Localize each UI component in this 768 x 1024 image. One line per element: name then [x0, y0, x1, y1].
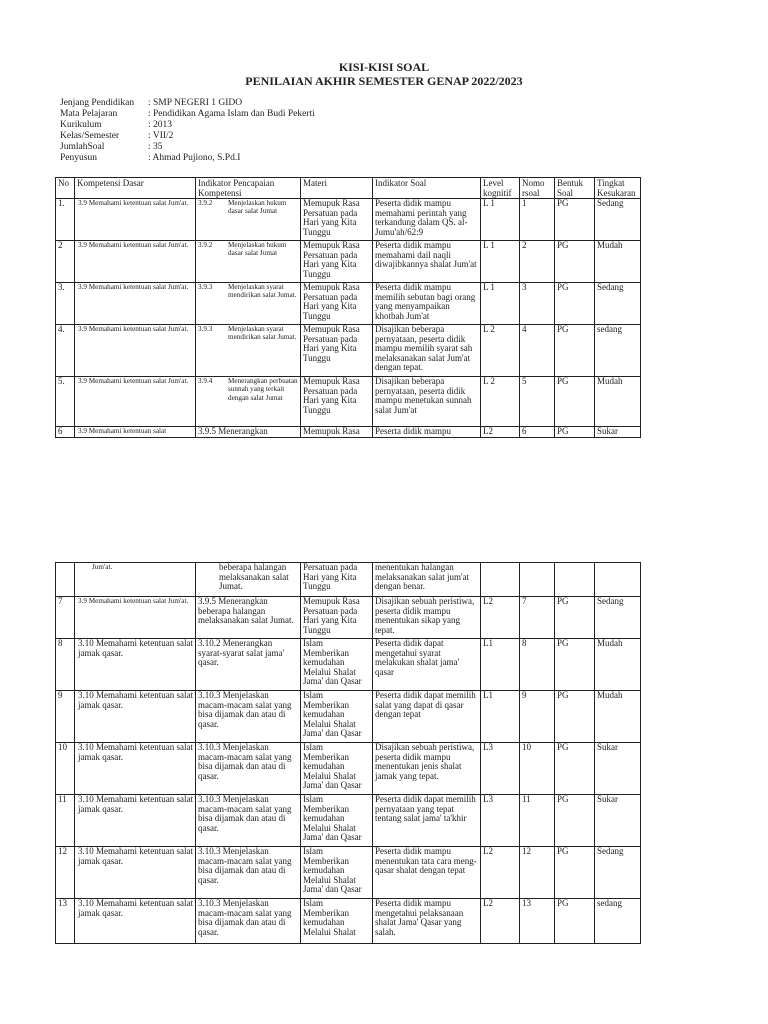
kd-text: Memahami ketentuan salat Jum'at.	[88, 325, 189, 333]
cell-materi: Memupuk Rasa Persatuan pada Hari yang Kita Tunggu	[301, 241, 373, 283]
cell-kd	[75, 691, 196, 743]
kd-number: 3.10	[78, 638, 94, 648]
cell-no: 5.	[56, 377, 75, 427]
cell-bentuk: PG	[555, 377, 595, 427]
meta-value: : 35	[148, 142, 163, 152]
document-meta	[60, 98, 315, 164]
ipk-number: 3.10.3	[198, 690, 221, 700]
meta-row	[60, 120, 315, 131]
ipk-number: 3.9.3	[198, 283, 213, 291]
ipk-number: 3.10.3	[198, 898, 221, 908]
ipk-text: Menjelaskan macam-macam salat yang bisa dijamak dan atau di qasar.	[198, 898, 292, 937]
ipk-number: 3.9.5	[198, 426, 216, 436]
table-row	[56, 597, 641, 639]
kd-number: 3.9	[78, 199, 87, 207]
table-row	[56, 427, 641, 438]
meta-label: Penyusun	[60, 153, 97, 163]
cell-indikator: Disajikan beberapa pernyataan, peserta didik mampu memilih syarat sah melaksanakan salat Jum'at dengan tepat.	[373, 325, 481, 377]
cell-materi: Memupuk Rasa	[301, 427, 373, 438]
table-row	[56, 691, 641, 743]
kd-text: Memahami ketentuan salat jamak qasar.	[78, 846, 193, 866]
cell-bentuk	[555, 563, 595, 597]
cell-bentuk: PG	[555, 199, 595, 241]
table-row	[56, 899, 641, 944]
cell-materi: Memupuk Rasa Persatuan pada Hari yang Kita Tunggu	[301, 377, 373, 427]
cell-tingkat	[595, 563, 641, 597]
kd-text: Memahami ketentuan salat jamak qasar.	[78, 898, 193, 918]
cell-kd	[75, 283, 196, 325]
kd-text: Memahami ketentuan salat Jum'at.	[88, 241, 189, 249]
document-subtitle: PENILAIAN AKHIR SEMESTER GENAP 2022/2023	[245, 74, 523, 88]
cell-tingkat: sedang	[595, 325, 641, 377]
ipk-number: 3.10.3	[198, 742, 221, 752]
cell-level: L1	[481, 691, 520, 743]
cell-nomor: 12	[520, 847, 555, 899]
cell-level: L2	[481, 427, 520, 438]
cell-indikator: Peserta didik mampu memilih sebutan bagi orang yang menyampaikan khotbah Jum'at	[373, 283, 481, 325]
kd-number: 3.9	[78, 377, 87, 385]
cell-tingkat: Mudah	[595, 241, 641, 283]
col-header-kd: Kompetensi Dasar	[75, 178, 196, 199]
cell-indikator: Peserta didik mampu memahami perintah yang terkandung dalam QS. al-Jumu'ah/62:9	[373, 199, 481, 241]
cell-nomor	[520, 563, 555, 597]
cell-indikator: Peserta didik dapat mengetahui syarat melakukan shalat jama' qasar	[373, 639, 481, 691]
kd-text: Memahami ketentuan salat jamak qasar.	[78, 690, 193, 710]
table-row-continued	[56, 563, 641, 597]
kd-text: Jum'at.	[92, 563, 113, 571]
cell-no: 10	[56, 743, 75, 795]
cell-kd	[75, 563, 196, 597]
cell-bentuk: PG	[555, 639, 595, 691]
kd-number: 3.10	[78, 898, 94, 908]
meta-value: : Ahmad Pujiono, S.Pd.I	[148, 153, 241, 163]
table-row	[56, 325, 641, 377]
kd-text: Memahami ketentuan salat jamak qasar.	[78, 638, 193, 658]
kd-text: Memahami ketentuan salat Jum'at.	[88, 597, 189, 605]
kd-number: 3.10	[78, 690, 94, 700]
cell-nomor: 8	[520, 639, 555, 691]
cell-materi: Islam Memberikan kemudahan Melalui Shalat Jama' dan Qasar	[301, 743, 373, 795]
ipk-text: Menjelaskan macam-macam salat yang bisa dijamak dan atau di qasar.	[198, 742, 292, 781]
cell-indikator: menentukan halangan melaksanakan salat jum'at dengan benar.	[373, 563, 481, 597]
ipk-text: Menerangkan	[218, 426, 268, 436]
cell-ipk	[196, 847, 301, 899]
cell-materi: Memupuk Rasa Persatuan pada Hari yang Kita Tunggu	[301, 597, 373, 639]
table-row	[56, 199, 641, 241]
ipk-text: beberapa halangan melaksanakan salat Jumat.	[219, 562, 289, 592]
cell-materi: Memupuk Rasa Persatuan pada Hari yang Kita Tunggu	[301, 325, 373, 377]
meta-value: : Pendidikan Agama Islam dan Budi Pekerti	[148, 109, 315, 119]
cell-nomor: 13	[520, 899, 555, 944]
ipk-text: Menjelaskan macam-macam salat yang bisa dijamak dan atau di qasar.	[198, 690, 292, 729]
cell-tingkat: Mudah	[595, 691, 641, 743]
cell-bentuk: PG	[555, 847, 595, 899]
cell-nomor: 11	[520, 795, 555, 847]
cell-level: L1	[481, 639, 520, 691]
cell-kd	[75, 427, 196, 438]
cell-kd	[75, 743, 196, 795]
cell-bentuk: PG	[555, 597, 595, 639]
ipk-text: Menjelaskan hukum dasar salat Jumat	[228, 199, 287, 216]
table-body	[56, 563, 641, 944]
col-header-indikator: Indikator Soal	[373, 178, 481, 199]
cell-bentuk: PG	[555, 241, 595, 283]
ipk-number: 3.9.4	[198, 377, 213, 385]
kd-number: 3.10	[78, 794, 94, 804]
cell-tingkat: Sukar	[595, 795, 641, 847]
table-body	[56, 199, 641, 438]
cell-ipk	[196, 899, 301, 944]
cell-indikator: Disajikan sebuah peristiwa, peserta didik mampu menentukan jenis shalat jamak yang tepat.	[373, 743, 481, 795]
col-header-materi: Materi	[301, 178, 373, 199]
meta-label: Mata Pelajaran	[60, 109, 118, 119]
cell-nomor: 6	[520, 427, 555, 438]
table-header-row	[56, 178, 641, 199]
cell-ipk	[196, 743, 301, 795]
cell-no: 9	[56, 691, 75, 743]
cell-level: L3	[481, 743, 520, 795]
kd-number: 3.9	[78, 283, 87, 291]
col-header-bentuk: Bentuk Soal	[555, 178, 595, 199]
meta-value: : SMP NEGERI 1 GIDO	[148, 98, 243, 108]
cell-indikator: Peserta didik mampu	[373, 427, 481, 438]
cell-ipk	[196, 597, 301, 639]
cell-no: 11	[56, 795, 75, 847]
cell-bentuk: PG	[555, 325, 595, 377]
cell-ipk	[196, 639, 301, 691]
cell-indikator: Disajikan beberapa pernyataan, peserta didik mampu menetukan sunnah salat Jum'at	[373, 377, 481, 427]
cell-bentuk: PG	[555, 899, 595, 944]
col-header-level: Level kognitif	[481, 178, 520, 199]
cell-level: L 1	[481, 199, 520, 241]
kd-text: Memahami ketentuan salat jamak qasar.	[78, 742, 193, 762]
cell-tingkat: Sedang	[595, 199, 641, 241]
ipk-text: Menjelaskan syarat mendirikan salat Jumat.	[228, 325, 297, 342]
kd-number: 3.9	[78, 241, 87, 249]
cell-nomor: 10	[520, 743, 555, 795]
cell-indikator: Peserta didik dapat memilih salat yang dapat di qasar dengan tepat	[373, 691, 481, 743]
cell-ipk	[196, 795, 301, 847]
cell-materi: Persatuan pada Hari yang Kita Tunggu	[301, 563, 373, 597]
kd-text: Memahami ketentuan salat Jum'at.	[88, 199, 189, 207]
cell-nomor: 9	[520, 691, 555, 743]
kd-number: 3.10	[78, 742, 94, 752]
cell-kd	[75, 597, 196, 639]
cell-no: 3.	[56, 283, 75, 325]
cell-level: L 2	[481, 377, 520, 427]
table-row	[56, 283, 641, 325]
ipk-number: 3.10.2	[198, 638, 221, 648]
kd-number: 3.9	[78, 597, 87, 605]
meta-value: : VII/2	[148, 131, 174, 141]
table-row	[56, 847, 641, 899]
cell-level: L 1	[481, 283, 520, 325]
kisi-table-page-2	[55, 562, 641, 944]
cell-no: 4.	[56, 325, 75, 377]
cell-ipk	[196, 325, 301, 377]
cell-bentuk: PG	[555, 691, 595, 743]
meta-row	[60, 98, 315, 109]
ipk-text: Menjelaskan macam-macam salat yang bisa dijamak dan atau di qasar.	[198, 794, 292, 833]
cell-level: L 1	[481, 241, 520, 283]
ipk-number: 3.10.3	[198, 794, 221, 804]
cell-level: L2	[481, 899, 520, 944]
table-row	[56, 639, 641, 691]
cell-indikator: Peserta didik mampu memahami dail naqli diwajibkannya shalat Jum'at	[373, 241, 481, 283]
cell-materi: Islam Memberikan kemudahan Melalui Shalat Jama' dan Qasar	[301, 691, 373, 743]
meta-row	[60, 109, 315, 120]
cell-nomor: 5	[520, 377, 555, 427]
meta-label: Kelas/Semester	[60, 131, 120, 141]
meta-label: Kurikulum	[60, 120, 102, 130]
cell-no	[56, 563, 75, 597]
cell-bentuk: PG	[555, 283, 595, 325]
ipk-number: 3.9.2	[198, 199, 213, 207]
cell-bentuk: PG	[555, 795, 595, 847]
ipk-text: Menjelaskan hukum dasar salat Jumat	[228, 241, 287, 258]
kisi-table-page-1	[55, 177, 641, 438]
cell-materi: Memupuk Rasa Persatuan pada Hari yang Kita Tunggu	[301, 199, 373, 241]
cell-level: L2	[481, 597, 520, 639]
kd-text: Memahami ketentuan salat	[88, 427, 167, 435]
cell-tingkat: Sedang	[595, 597, 641, 639]
cell-nomor: 1	[520, 199, 555, 241]
ipk-number: 3.9.5	[198, 596, 216, 606]
cell-tingkat: Mudah	[595, 639, 641, 691]
cell-tingkat: Sedang	[595, 283, 641, 325]
cell-nomor: 2	[520, 241, 555, 283]
cell-materi: Islam Memberikan kemudahan Melalui Shalat	[301, 899, 373, 944]
cell-no: 2	[56, 241, 75, 283]
cell-tingkat: Mudah	[595, 377, 641, 427]
cell-no: 1.	[56, 199, 75, 241]
cell-no: 6	[56, 427, 75, 438]
cell-kd	[75, 899, 196, 944]
cell-materi: Islam Memberikan kemudahan Melalui Shalat Jama' dan Qasar	[301, 847, 373, 899]
cell-ipk	[196, 241, 301, 283]
table-row	[56, 795, 641, 847]
cell-ipk	[196, 427, 301, 438]
cell-kd	[75, 325, 196, 377]
meta-row	[60, 131, 315, 142]
cell-indikator: Peserta didik mampu menentukan tata cara meng-qasar shalat dengan tepat	[373, 847, 481, 899]
cell-indikator: Disajikan sebuah peristiwa, peserta didik mampu menentukan sikap yang tepat.	[373, 597, 481, 639]
cell-nomor: 3	[520, 283, 555, 325]
meta-row	[60, 153, 315, 164]
ipk-text: Menjelaskan syarat mendirikan salat Jumat.	[228, 283, 297, 300]
kd-text: Memahami ketentuan salat jamak qasar.	[78, 794, 193, 814]
table-row	[56, 743, 641, 795]
table-row	[56, 377, 641, 427]
cell-level: L2	[481, 847, 520, 899]
kd-text: Memahami ketentuan salat Jum'at.	[88, 377, 189, 385]
cell-materi: Islam Memberikan kemudahan Melalui Shalat Jama' dan Qasar	[301, 795, 373, 847]
cell-no: 13	[56, 899, 75, 944]
cell-materi: Memupuk Rasa Persatuan pada Hari yang Kita Tunggu	[301, 283, 373, 325]
cell-kd	[75, 795, 196, 847]
col-header-nomor: Nomo rsoal	[520, 178, 555, 199]
cell-tingkat: Sukar	[595, 427, 641, 438]
meta-label: Jenjang Pendidikan	[60, 98, 135, 108]
meta-value: : 2013	[148, 120, 173, 130]
cell-tingkat: sedang	[595, 899, 641, 944]
cell-tingkat: Sukar	[595, 743, 641, 795]
document-title: KISI-KISI SOAL	[338, 60, 430, 74]
table-row	[56, 241, 641, 283]
cell-level	[481, 563, 520, 597]
ipk-text: Menerangkan syarat-syarat salat jama' qasar.	[198, 638, 285, 668]
kd-number: 3.10	[78, 846, 94, 856]
cell-bentuk: PG	[555, 427, 595, 438]
cell-ipk	[196, 691, 301, 743]
ipk-text: Menjelaskan macam-macam salat yang bisa dijamak dan atau di qasar.	[198, 846, 292, 885]
cell-kd	[75, 199, 196, 241]
col-header-ipk: Indikator Pencapaian Kompetensi	[196, 178, 301, 199]
kd-number: 3.9	[78, 427, 87, 435]
cell-level: L3	[481, 795, 520, 847]
meta-label: JumlahSoal	[60, 142, 105, 152]
kd-text: Memahami ketentuan salat Jum'at.	[88, 283, 189, 291]
cell-kd	[75, 639, 196, 691]
cell-tingkat: Sedang	[595, 847, 641, 899]
meta-row	[60, 142, 315, 153]
cell-nomor: 7	[520, 597, 555, 639]
ipk-number: 3.9.2	[198, 241, 213, 249]
cell-nomor: 4	[520, 325, 555, 377]
col-header-tingkat: Tingkat Kesukaran	[595, 178, 641, 199]
ipk-number: 3.10.3	[198, 846, 221, 856]
col-header-no: No	[56, 178, 75, 199]
cell-kd	[75, 241, 196, 283]
cell-indikator: Peserta didik dapat memilih pernyataan yang tepat tentang salat jama' ta'khir	[373, 795, 481, 847]
ipk-number: 3.9.3	[198, 325, 213, 333]
cell-materi: Islam Memberikan kemudahan Melalui Shalat Jama' dan Qasar	[301, 639, 373, 691]
cell-level: L 2	[481, 325, 520, 377]
cell-ipk	[196, 377, 301, 427]
ipk-text: Menerangkan perbuatan sunnah yang terkait dengan salat Jumat	[228, 377, 298, 402]
cell-no: 8	[56, 639, 75, 691]
cell-ipk	[196, 283, 301, 325]
cell-bentuk: PG	[555, 743, 595, 795]
cell-no: 7	[56, 597, 75, 639]
cell-ipk	[196, 199, 301, 241]
ipk-text: Menerangkan beberapa halangan melaksanakan salat Jumat.	[198, 596, 294, 626]
cell-kd	[75, 377, 196, 427]
cell-no: 12	[56, 847, 75, 899]
cell-indikator: Peserta didik mampu mengetahui pelaksanaan shalat Jama' Qasar yang salah.	[373, 899, 481, 944]
kd-number: 3.9	[78, 325, 87, 333]
cell-ipk	[196, 563, 301, 597]
cell-kd	[75, 847, 196, 899]
